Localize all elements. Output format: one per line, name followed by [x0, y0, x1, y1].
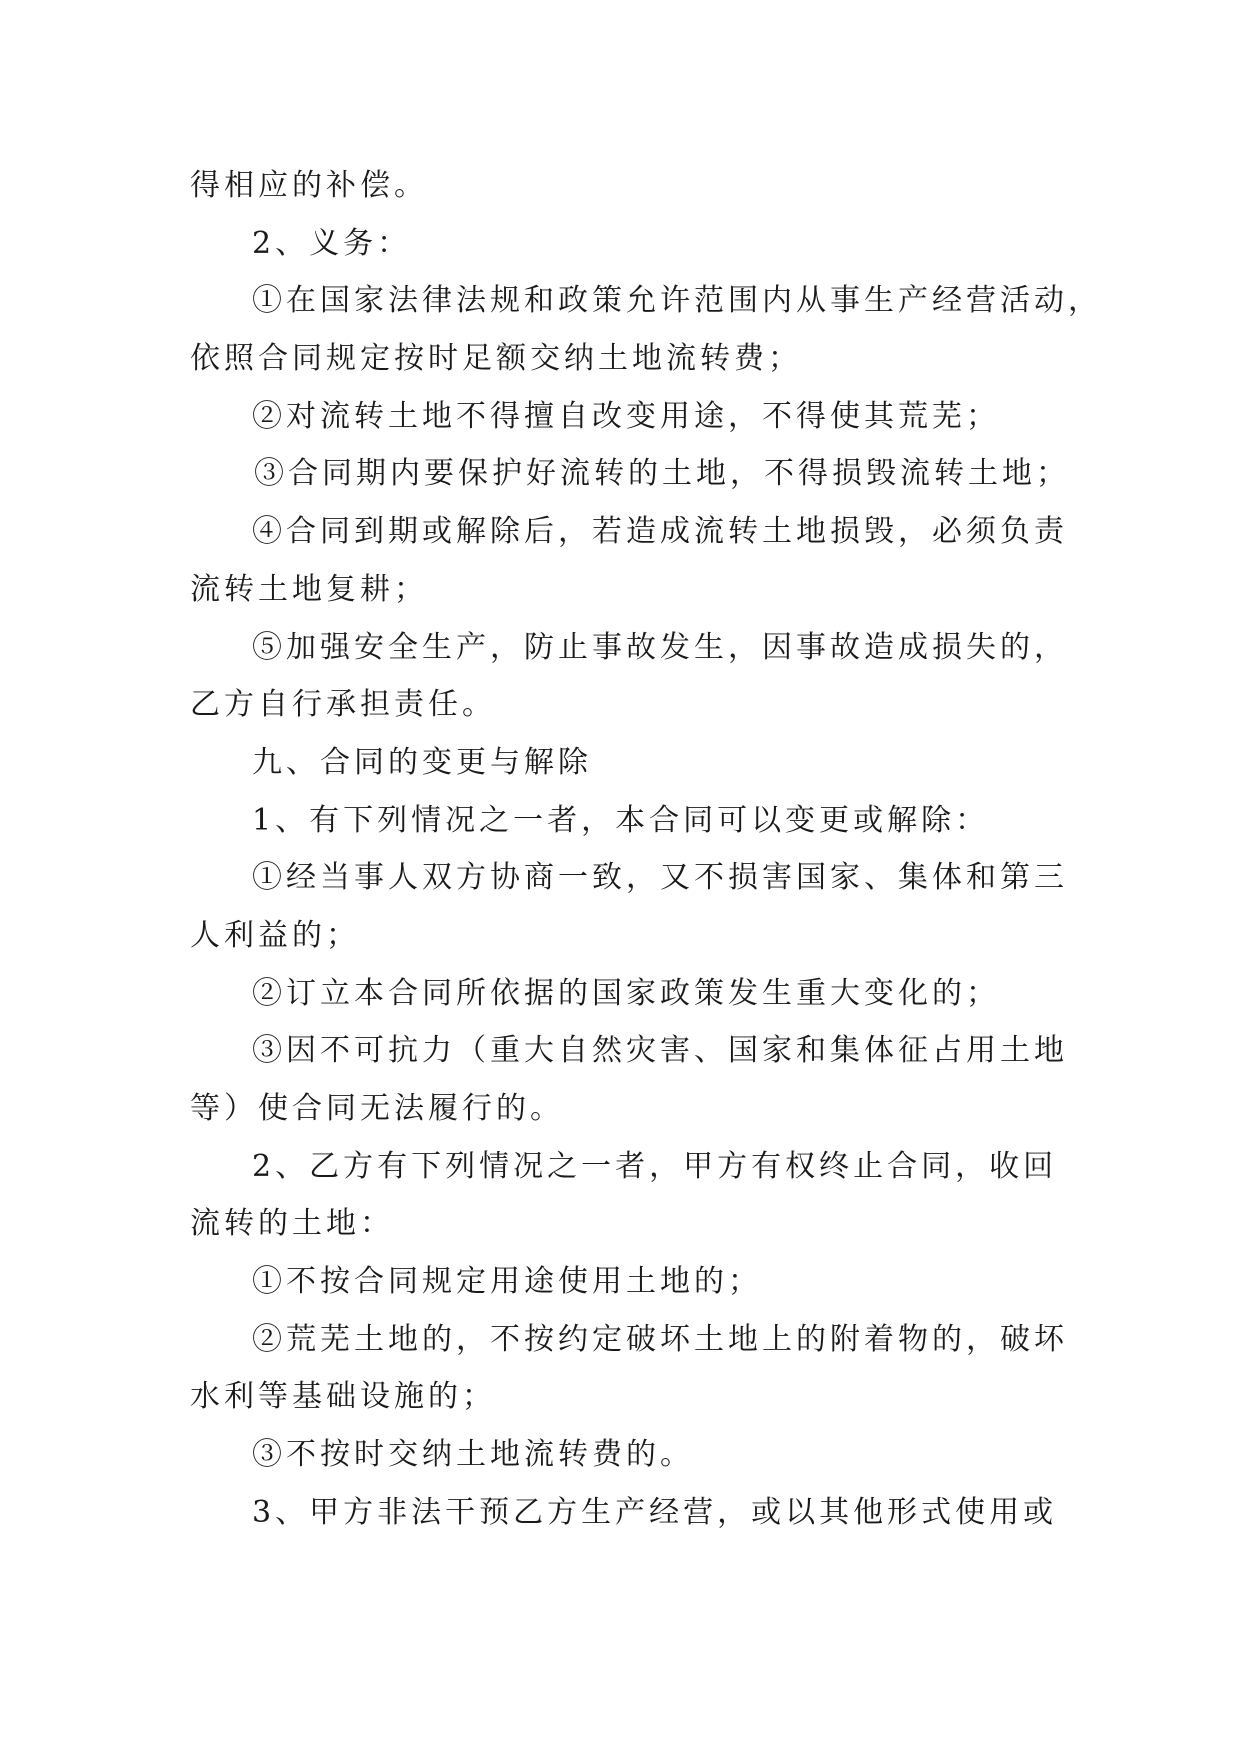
text-line: 得相应的补偿。 [190, 168, 428, 203]
text-line: 乙方自行承担责任。 [190, 687, 496, 723]
text-line: ④合同到期或解除后，若造成流转土地损毁，必须负责 [252, 514, 1068, 550]
text-line: ①经当事人双方协商一致，又不损害国家、集体和第三 [252, 860, 1068, 896]
text-line: 等）使合同无法履行的。 [190, 1091, 564, 1126]
text-line: ③因不可抗力（重大自然灾害、国家和集体征占用土地 [252, 1033, 1068, 1069]
text-line: 2、义务： [252, 225, 412, 261]
text-line: 2、乙方有下列情况之一者，甲方有权终止合同，收回 [252, 1148, 1058, 1184]
text-line: 1、有下列情况之一者，本合同可以变更或解除： [252, 802, 990, 838]
text-line: ②订立本合同所依据的国家政策发生重大变化的； [252, 975, 1000, 1011]
section-heading: 九、合同的变更与解除 [252, 744, 592, 780]
text-line: 水利等基础设施的； [190, 1379, 496, 1415]
text-line: 流转土地复耕； [190, 571, 428, 607]
text-line: 流转的土地： [190, 1206, 394, 1242]
text-line: ⑤加强安全生产，防止事故发生，因事故造成损失的， [252, 629, 1068, 665]
text-line: 3、甲方非法干预乙方生产经营，或以其他形式使用或 [252, 1494, 1058, 1530]
text-line: ①在国家法律法规和政策允许范围内从事生产经营活动， [252, 283, 1102, 319]
text-line: 人利益的； [190, 917, 360, 953]
text-line: 依照合同规定按时足额交纳土地流转费； [190, 341, 802, 377]
document-body [190, 157, 1102, 1542]
text-line: ③合同期内要保护好流转的土地，不得损毁流转土地； [254, 456, 1070, 492]
text-line: ③不按时交纳土地流转费的。 [252, 1437, 694, 1473]
text-line: ②对流转土地不得擅自改变用途，不得使其荒芜； [252, 398, 1000, 434]
text-line: ②荒芜土地的，不按约定破坏土地上的附着物的，破坏 [252, 1321, 1068, 1357]
text-line: ①不按合同规定用途使用土地的； [252, 1264, 762, 1300]
